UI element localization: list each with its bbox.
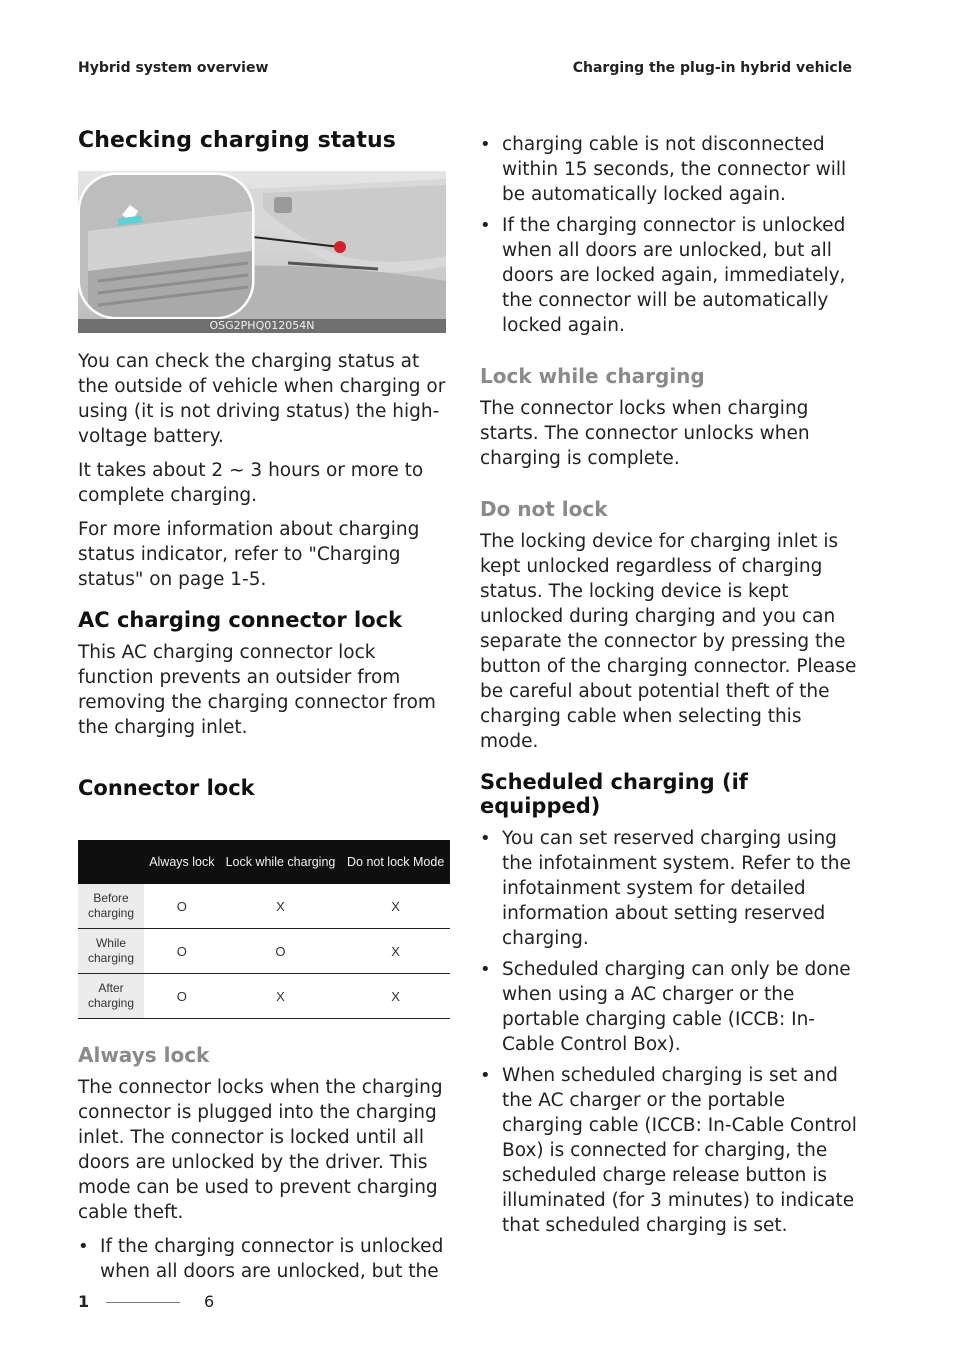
running-header-chapter: Charging the plug-in hybrid vehicle (572, 60, 852, 76)
checking-status-heading: Checking charging status (78, 128, 396, 153)
ac-connector-lock-paragraph: This AC charging connector lock function prevents an outsider from removing the charging connector from the charging inlet. (78, 642, 436, 738)
table-header-cell: Lock while charging (220, 840, 342, 884)
table-row-label: Before charging (78, 884, 144, 929)
always-lock-bullet-2: • If the charging connector is unlocked when all doors are unlocked, but all doors are locked again, immediately, the connector will be automatically locked again. (480, 213, 858, 338)
running-header-section: Hybrid system overview (78, 60, 269, 76)
table-row (78, 929, 450, 974)
table-cell: X (341, 929, 450, 974)
table-row (78, 884, 450, 929)
scheduled-charging-heading: Scheduled charging (if equipped) (480, 770, 748, 818)
table-cell: O (144, 929, 220, 974)
table-row-label: After charging (78, 974, 144, 1019)
table-cell: O (220, 929, 342, 974)
table-cell: X (341, 884, 450, 929)
chapter-number: 1 (78, 1292, 90, 1311)
right-column (480, 132, 858, 1238)
table-header-cell: Always lock (144, 840, 220, 884)
scheduled-bullet-1: • You can set reserved charging using the infotainment system. Refer to the infotainment system for detailed information about setting reserved charging. (480, 826, 858, 951)
checking-paragraph-2: It takes about 2 ~ 3 hours or more to complete charging. (78, 460, 424, 506)
table-cell: X (220, 884, 342, 929)
checking-paragraph-1: You can check the charging status at the outside of vehicle when charging or using (it is not driving status) the high-voltage battery. (78, 351, 446, 447)
do-not-lock-heading: Do not lock (480, 497, 608, 521)
table-row-label: While charging (78, 929, 144, 974)
table-header-cell: Do not lock Mode (341, 840, 450, 884)
table-row (78, 974, 450, 1019)
table-cell: X (341, 974, 450, 1019)
table-header-row (78, 840, 450, 884)
windshield-dashboard-illustration (78, 171, 446, 319)
lock-while-charging-paragraph: The connector locks when charging starts. The connector unlocks when charging is complete. (480, 398, 810, 469)
connector-lock-table (78, 840, 450, 1019)
footer-divider (106, 1302, 180, 1303)
bullet-continuation-text: charging cable is not disconnected within 15 seconds, the connector will be automatically locked again. (502, 134, 847, 205)
charging-indicator-illustration (78, 171, 446, 333)
table-cell: O (144, 974, 220, 1019)
lock-while-charging-heading: Lock while charging (480, 364, 705, 388)
table-cell: O (144, 884, 220, 929)
ac-connector-lock-heading: AC charging connector lock (78, 608, 403, 632)
left-column (78, 128, 450, 1284)
always-lock-bullet-1-continued (480, 132, 858, 207)
always-lock-paragraph: The connector locks when the charging connector is plugged into the charging inlet. The connector is locked until all doors are unlocked by the driver. This mode can be used to prevent charging cable theft. (78, 1077, 443, 1223)
always-lock-heading: Always lock (78, 1043, 210, 1067)
do-not-lock-paragraph: The locking device for charging inlet is kept unlocked regardless of charging status. The locking device is kept unlocked during charging and you can separate the connector by pressing the button of the charging connector. Please be careful about potential theft of the charging cable when selecting this mode. (480, 531, 857, 752)
connector-lock-heading: Connector lock (78, 776, 255, 800)
scheduled-bullet-3: • When scheduled charging is set and the AC charger or the portable charging cable (ICCB: In-Cable Control Box) is connected for charging, the scheduled charge release button is illuminated (for 3 minutes) to indicate that scheduled charging is set. (480, 1063, 858, 1238)
image-reference-code: OSG2PHQ012054N (78, 319, 446, 333)
table-cell: X (220, 974, 342, 1019)
page-number: 6 (204, 1292, 215, 1311)
always-lock-bullet-1: • If the charging connector is unlocked when all doors are unlocked, but the (78, 1234, 450, 1284)
checking-paragraph-3: For more information about charging status indicator, refer to "Charging status" on page 1-5. (78, 519, 420, 590)
scheduled-bullet-2: • Scheduled charging can only be done when using a AC charger or the portable charging cable (ICCB: In-Cable Control Box). (480, 957, 858, 1057)
table-header-cell (78, 840, 144, 884)
